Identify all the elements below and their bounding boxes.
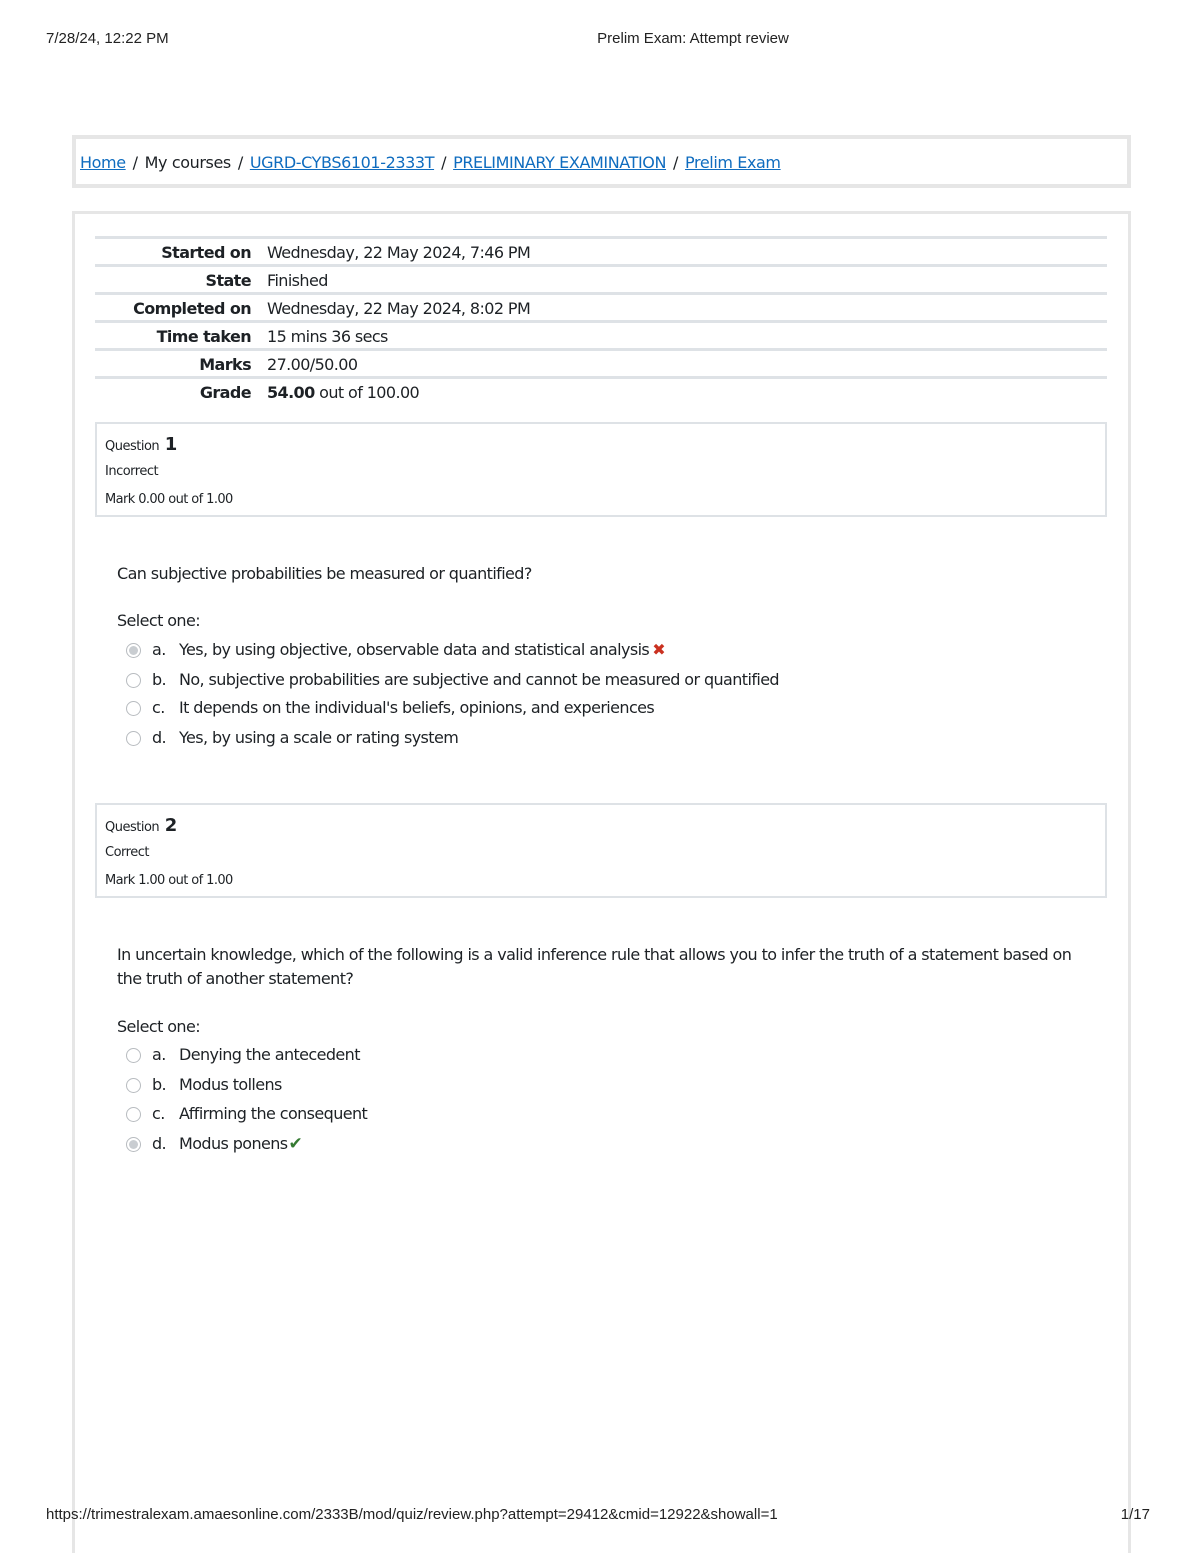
summary-label: Marks	[199, 355, 251, 374]
option-label	[179, 640, 665, 659]
option-letter: d.	[152, 1134, 167, 1153]
radio-button[interactable]	[126, 1078, 141, 1093]
print-page-number: 1/17	[1120, 1506, 1150, 1523]
radio-button-selected[interactable]	[126, 643, 141, 658]
summary-label: Time taken	[156, 327, 251, 346]
option-text: No, subjective probabilities are subjective and cannot be measured or quantified	[179, 670, 779, 689]
breadcrumb-activity-link[interactable]: Prelim Exam	[685, 153, 781, 172]
radio-button[interactable]	[126, 1048, 141, 1063]
question-label: Question	[105, 439, 160, 454]
summary-value	[267, 383, 419, 402]
summary-label: State	[205, 271, 251, 290]
radio-button[interactable]	[126, 731, 141, 746]
option-label	[179, 1134, 302, 1154]
summary-row-grade	[95, 379, 1107, 407]
radio-button[interactable]	[126, 1107, 141, 1122]
cross-icon: ✖	[652, 640, 665, 659]
option-text: Modus tollens	[179, 1075, 282, 1094]
summary-row-completed-on	[95, 295, 1107, 323]
question-number	[105, 434, 177, 455]
breadcrumb-home-link[interactable]: Home	[80, 153, 126, 172]
breadcrumb-container	[72, 135, 1131, 188]
question-state: Correct	[105, 845, 149, 860]
option-letter: d.	[152, 728, 167, 747]
print-page-title: Prelim Exam: Attempt review	[597, 30, 789, 47]
question-2-info	[95, 803, 1107, 898]
breadcrumb-separator: /	[132, 153, 138, 172]
option-letter: c.	[152, 698, 165, 717]
breadcrumb-separator: /	[237, 153, 243, 172]
attempt-summary-table	[95, 236, 1107, 407]
option-letter: c.	[152, 1104, 165, 1123]
question-2-prompt: Select one:	[117, 1017, 201, 1036]
question-grade: Mark 0.00 out of 1.00	[105, 492, 233, 507]
question-grade: Mark 1.00 out of 1.00	[105, 873, 233, 888]
option-text: Denying the antecedent	[179, 1045, 360, 1064]
check-icon: ✔	[288, 1134, 303, 1154]
question-1-info	[95, 422, 1107, 517]
question-number-value: 2	[164, 815, 177, 836]
radio-button[interactable]	[126, 701, 141, 716]
option-text: Yes, by using a scale or rating system	[179, 728, 459, 747]
option-text: Modus ponens	[179, 1134, 288, 1153]
summary-value: 27.00/50.00	[267, 355, 358, 374]
grade-suffix: out of 100.00	[319, 383, 420, 402]
option-text: It depends on the individual's beliefs, opinions, and experiences	[179, 698, 655, 717]
option-text: Yes, by using objective, observable data and statistical analysis	[179, 640, 650, 659]
print-datetime: 7/28/24, 12:22 PM	[46, 30, 169, 47]
option-letter: a.	[152, 1045, 166, 1064]
option-text: Affirming the consequent	[179, 1104, 368, 1123]
summary-label: Started on	[161, 243, 251, 262]
option-letter: b.	[152, 1075, 167, 1094]
summary-label: Grade	[199, 383, 251, 402]
summary-label: Completed on	[133, 299, 251, 318]
summary-value: Wednesday, 22 May 2024, 8:02 PM	[267, 299, 531, 318]
question-label: Question	[105, 820, 160, 835]
summary-value: Finished	[267, 271, 328, 290]
summary-row-marks	[95, 351, 1107, 379]
question-number-value: 1	[164, 434, 177, 455]
question-1-text: Can subjective probabilities be measured or quantified?	[117, 564, 532, 583]
breadcrumb	[80, 153, 781, 172]
question-number	[105, 815, 177, 836]
print-url: https://trimestralexam.amaesonline.com/2333B/mod/quiz/review.php?attempt=29412&cmid=12922&showall=1	[46, 1506, 778, 1523]
summary-row-state	[95, 267, 1107, 295]
breadcrumb-separator: /	[673, 153, 679, 172]
summary-row-started-on	[95, 239, 1107, 267]
summary-value: Wednesday, 22 May 2024, 7:46 PM	[267, 243, 531, 262]
breadcrumb-my-courses: My courses	[144, 153, 231, 172]
breadcrumb-section-link[interactable]: PRELIMINARY EXAMINATION	[453, 153, 667, 172]
option-letter: b.	[152, 670, 167, 689]
question-1-prompt: Select one:	[117, 611, 201, 630]
option-letter: a.	[152, 640, 166, 659]
breadcrumb-separator: /	[441, 153, 447, 172]
summary-value: 15 mins 36 secs	[267, 327, 388, 346]
radio-button-selected[interactable]	[126, 1137, 141, 1152]
summary-row-time-taken	[95, 323, 1107, 351]
breadcrumb-course-link[interactable]: UGRD-CYBS6101-2333T	[249, 153, 435, 172]
grade-value: 54.00	[267, 383, 315, 402]
radio-button[interactable]	[126, 673, 141, 688]
question-state: Incorrect	[105, 464, 159, 479]
question-2-text: In uncertain knowledge, which of the following is a valid inference rule that allows you to infer the truth of a statement based on the truth of another statement?	[117, 945, 1072, 988]
